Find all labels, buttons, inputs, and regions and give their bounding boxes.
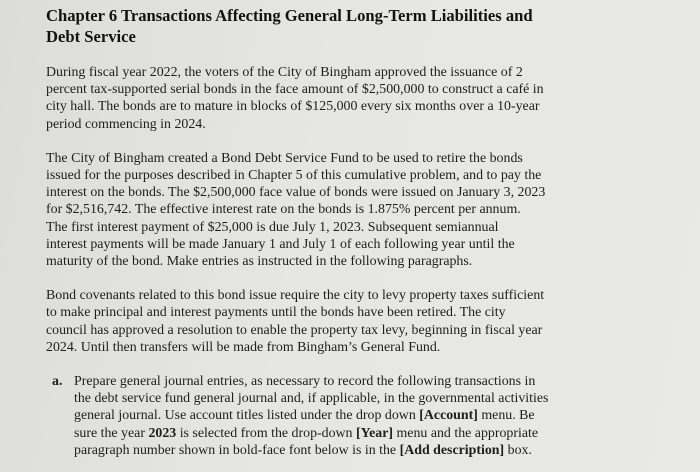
title-line: Debt Service xyxy=(46,27,136,46)
text-line: city hall. The bonds are to mature in blocks of $125,000 every six months over a 10-year xyxy=(46,99,540,115)
text-line: for $2,516,742. The effective interest rate on the bonds is 1.875% percent per annum. xyxy=(46,202,521,218)
item-letter: a. xyxy=(52,374,63,390)
text-line: interest payments will be made January 1 and July 1 of each following year until the xyxy=(46,236,515,252)
item-body xyxy=(74,373,548,459)
text-line: Prepare general journal entries, as necessary to record the following transactions in xyxy=(74,374,536,390)
text-line: The first interest payment of $25,000 is due July 1, 2023. Subsequent semiannual xyxy=(46,219,499,235)
account-menu-reference: [Account] xyxy=(419,408,478,424)
text-segment: menu and the appropriate xyxy=(393,425,539,441)
paragraph-debt-service-fund xyxy=(46,150,676,270)
text-line: Bond covenants related to this bond issue require the city to levy property taxes sufficient xyxy=(46,288,545,304)
text-line: issued for the purposes described in Chapter 5 of this cumulative problem, and to pay the xyxy=(46,168,542,184)
text-segment: paragraph number shown in bold-face font below is in the xyxy=(74,442,400,458)
year-menu-reference: [Year] xyxy=(355,425,394,441)
text-line: The City of Bingham created a Bond Debt Service Fund to be used to retire the bonds xyxy=(46,150,523,166)
text-line: percent tax-supported serial bonds in the face amount of $2,500,000 to construct a café in xyxy=(46,82,544,98)
paragraph-bond-approval xyxy=(46,64,676,133)
text-segment: box. xyxy=(504,442,532,458)
instruction-item-a xyxy=(52,373,676,459)
text-segment: menu. Be xyxy=(477,408,535,424)
text-line: 2024. Until then transfers will be made from Bingham’s General Fund. xyxy=(46,339,441,355)
text-line xyxy=(74,425,548,442)
text-line xyxy=(74,442,548,459)
text-segment: general journal. Use account titles listed under the drop down xyxy=(74,408,420,424)
add-description-reference: [Add description] xyxy=(399,442,505,458)
text-segment: is selected from the drop-down xyxy=(176,425,356,441)
text-line: to make principal and interest payments until the bonds have been retired. The city xyxy=(46,305,506,321)
text-segment: sure the year xyxy=(74,425,149,441)
paragraph-bond-covenants xyxy=(46,287,676,356)
chapter-title xyxy=(46,5,676,47)
text-line: interest on the bonds. The $2,500,000 face value of bonds were issued on January 3, 2023 xyxy=(46,185,546,201)
year-value: 2023 xyxy=(148,425,177,441)
text-line: During fiscal year 2022, the voters of the City of Bingham approved the issuance of 2 xyxy=(46,65,523,80)
title-line: Chapter 6 Transactions Affecting General Long-Term Liabilities and xyxy=(46,6,533,25)
text-line: maturity of the bond. Make entries as instructed in the following paragraphs. xyxy=(46,254,473,270)
text-line: period commencing in 2024. xyxy=(46,116,206,132)
text-line: the debt service fund general journal and, if applicable, in the governmental activities xyxy=(74,391,549,407)
text-line xyxy=(74,407,548,424)
text-line: council has approved a resolution to enable the property tax levy, beginning in fiscal year xyxy=(46,322,543,338)
